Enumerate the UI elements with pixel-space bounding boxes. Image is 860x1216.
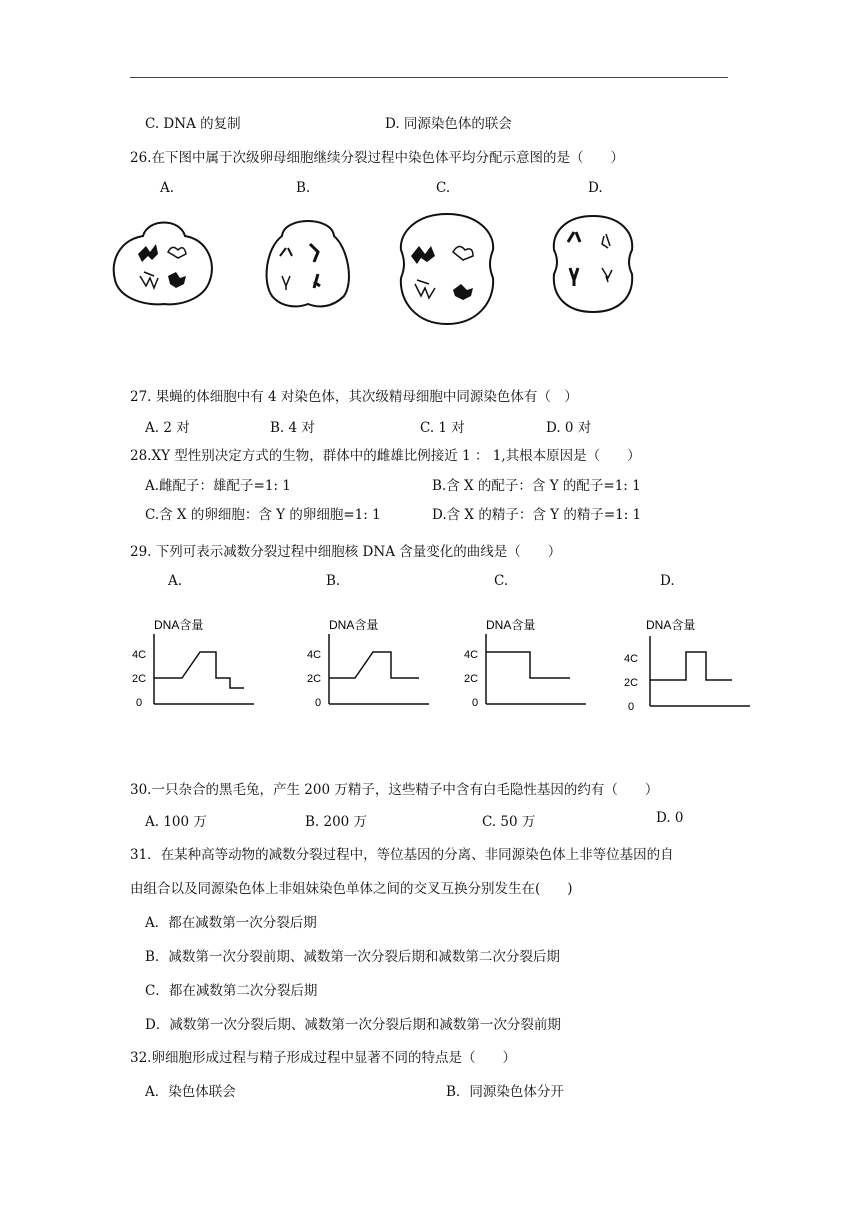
q31-stem-line2: 由组合以及同源染色体上非姐妹染色单体之间的交叉互换分别发生在( ) [130,881,573,897]
q26-stem: 26.在下图中属于次级卵母细胞继续分裂过程中染色体平均分配示意图的是（ ） [130,150,624,166]
q26-label-a: A. [160,180,175,196]
q30-option-c: C. 50 万 [482,814,536,830]
tick-2c: 2C [624,677,639,689]
q26-cell-d [548,210,638,316]
q27-option-b: B. 4 对 [270,420,315,436]
tick-4c: 4C [132,649,147,661]
tick-0: 0 [472,697,479,709]
q28-option-a: A.雌配子：雄配子=1: 1 [145,478,291,494]
q31-option-d: D．减数第一次分裂后期、减数第一次分裂后期和减数第一次分裂前期 [145,1017,561,1033]
tick-4c: 4C [464,649,479,661]
tick-0: 0 [315,697,322,709]
q32-option-b: B．同源染色体分开 [446,1084,564,1100]
q30-option-d: D. 0 [656,810,684,826]
tick-4c: 4C [624,653,639,665]
q25-option-c: C. DNA 的复制 [145,116,241,132]
q31-option-a: A．都在减数第一次分裂后期 [145,915,317,931]
q29-stem: 29. 下列可表示减数分裂过程中细胞核 DNA 含量变化的曲线是（ ） [130,544,562,560]
q31-option-c: C．都在减数第二次分裂后期 [145,983,318,999]
graph-ylabel: DNA含量 [486,618,536,632]
tick-2c: 2C [464,673,479,685]
tick-2c: 2C [307,673,322,685]
q26-cell-c [395,210,499,328]
q32-option-a: A．染色体联会 [145,1084,236,1100]
q32-stem: 32.卵细胞形成过程与精子形成过程中显著不同的特点是（ ） [130,1050,516,1066]
q30-option-b: B. 200 万 [305,814,368,830]
q28-option-c: C.含 X 的卵细胞：含 Y 的卵细胞=1: 1 [145,507,381,523]
q26-label-d: D. [588,180,603,196]
q26-cell-b [262,212,354,312]
graph-ylabel: DNA含量 [329,618,379,632]
tick-0: 0 [136,697,143,709]
q29-graph-d [620,612,754,712]
q29-label-d: D. [660,573,675,589]
q29-label-c: C. [494,573,509,589]
tick-2c: 2C [132,673,147,685]
q26-label-b: B. [296,180,311,196]
q31-stem-line1: 31．在某种高等动物的减数分裂过程中，等位基因的分离、非同源染色体上非等位基因的自 [130,847,674,863]
q26-cell-a [108,208,220,308]
q26-label-c: C. [436,180,451,196]
q27-option-d: D. 0 对 [546,420,592,436]
tick-0: 0 [628,701,635,712]
q30-stem: 30.一只杂合的黑毛兔，产生 200 万精子，这些精子中含有白毛隐性基因的约有（ ） [130,782,659,798]
graph-ylabel: DNA含量 [154,618,204,632]
q29-label-b: B. [326,573,341,589]
q30-option-a: A. 100 万 [145,814,207,830]
q29-label-a: A. [168,573,183,589]
q31-option-b: B．减数第一次分裂前期、减数第一次分裂后期和减数第二次分裂后期 [145,949,560,965]
q28-stem: 28.XY 型性别决定方式的生物，群体中的雌雄比例接近 1 ： 1,其根本原因是（ ） [130,448,641,464]
q25-option-d: D. 同源染色体的联会 [385,116,512,132]
q27-option-a: A. 2 对 [145,420,190,436]
q28-option-d: D.含 X 的精子：含 Y 的精子=1: 1 [432,507,642,523]
q27-stem: 27. 果蝇的体细胞中有 4 对染色体，其次级精母细胞中同源染色体有（ ） [130,389,578,405]
q29-graph-c [460,612,590,712]
q29-graph-a [128,612,258,712]
q29-graph-b [303,612,433,712]
q28-option-b: B.含 X 的配子：含 Y 的配子=1: 1 [432,478,641,494]
tick-4c: 4C [307,649,322,661]
q27-option-c: C. 1 对 [420,420,465,436]
header-rule [130,77,728,78]
graph-ylabel: DNA含量 [646,618,696,632]
